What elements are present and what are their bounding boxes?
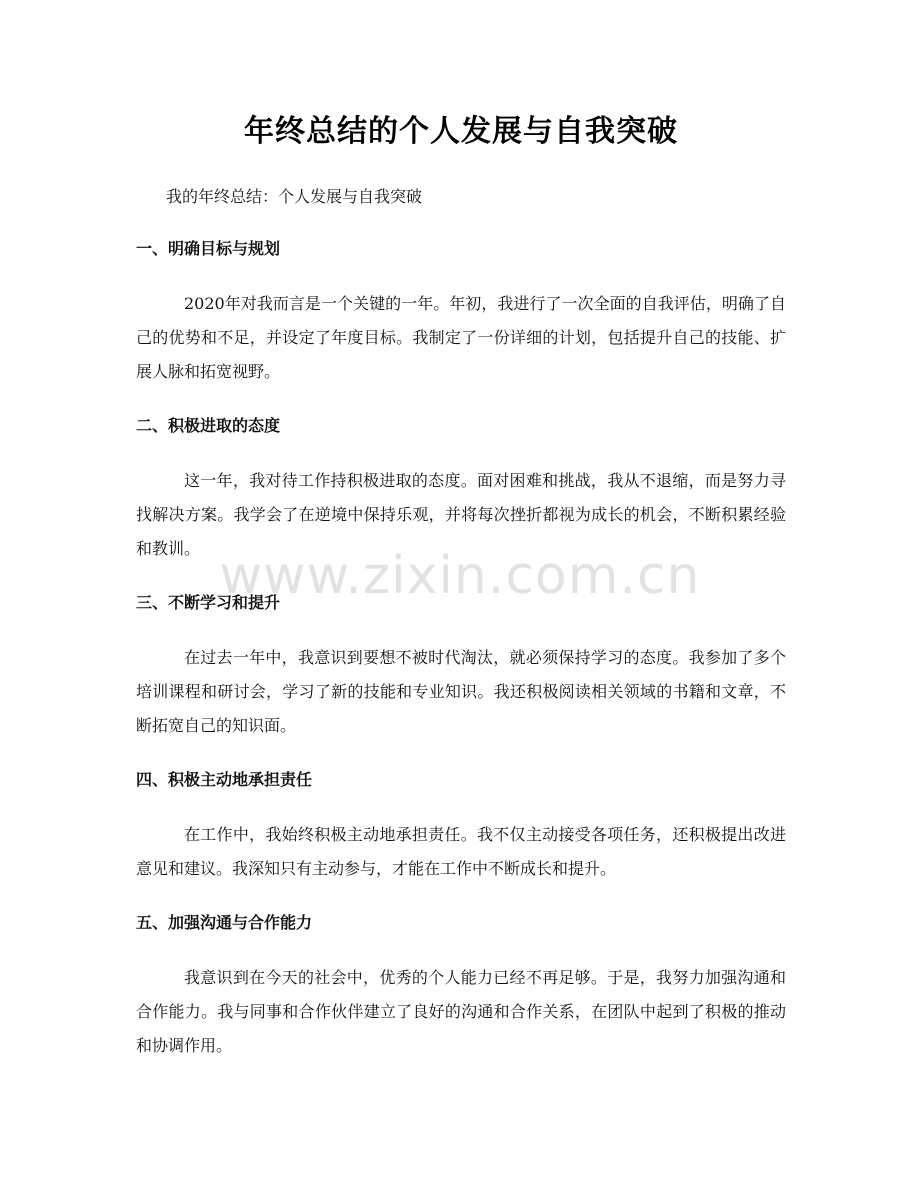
document-intro: 我的年终总结：个人发展与自我突破	[166, 187, 423, 206]
watermark: www.zixin.com.cn	[219, 546, 701, 606]
section-body-3: 在过去一年中，我意识到要想不被时代淘汰，就必须保持学习的态度。我参加了多个培训课程和研讨会，学习了新的技能和专业知识。我还积极阅读相关领域的书籍和文章，不断拓宽自己的知识面。	[136, 648, 786, 735]
section-body-4: 在工作中，我始终积极主动地承担责任。我不仅主动接受各项任务，还积极提出改进意见和建议。我深知只有主动参与，才能在工作中不断成长和提升。	[136, 825, 786, 878]
section-heading-2: 二、积极进取的态度	[136, 416, 281, 435]
document-title: 年终总结的个人发展与自我突破	[244, 114, 678, 149]
section-body-5: 我意识到在今天的社会中，优秀的个人能力已经不再足够。于是，我努力加强沟通和合作能力。我与同事和合作伙伴建立了良好的沟通和合作关系，在团队中起到了积极的推动和协调作用。	[136, 968, 786, 1055]
section-body-2: 这一年，我对待工作持积极进取的态度。面对困难和挑战，我从不退缩，而是努力寻找解决方案。我学会了在逆境中保持乐观，并将每次挫折都视为成长的机会，不断积累经验和教训。	[136, 471, 786, 558]
section-body-1: 2020年对我而言是一个关键的一年。年初，我进行了一次全面的自我评估，明确了自己的优势和不足，并设定了年度目标。我制定了一份详细的计划，包括提升自己的技能、扩展人脉和拓宽视野。	[136, 294, 786, 381]
section-heading-3: 三、不断学习和提升	[136, 593, 281, 612]
section-heading-1: 一、明确目标与规划	[136, 239, 281, 258]
section-heading-5: 五、加强沟通与合作能力	[136, 913, 313, 932]
section-heading-4: 四、积极主动地承担责任	[136, 770, 313, 789]
